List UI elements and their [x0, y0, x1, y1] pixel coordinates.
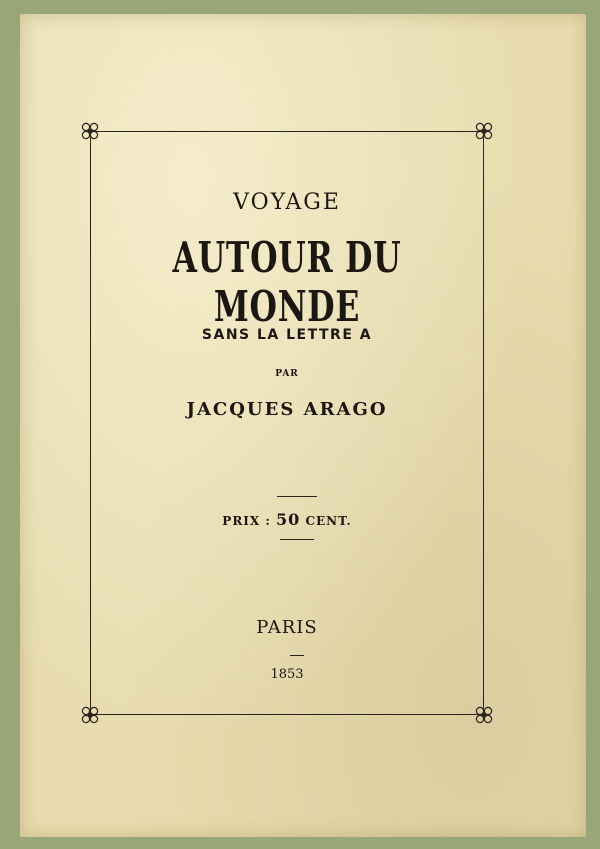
title-line-2: AUTOUR DU MONDE — [172, 233, 402, 331]
ornament-corner-icon — [473, 120, 495, 142]
ornament-corner-icon — [79, 704, 101, 726]
price-prefix: PRIX : — [222, 514, 277, 528]
price-unit: CENT. — [300, 514, 352, 528]
author-name: JACQUES ARAGO — [186, 399, 388, 420]
price-value: 50 — [276, 510, 301, 529]
title-line-1: VOYAGE — [233, 190, 341, 215]
publication-city: PARIS — [256, 617, 318, 638]
price — [90, 510, 484, 529]
ornament-corner-icon — [79, 120, 101, 142]
divider-rule — [280, 539, 314, 540]
title-frame — [90, 131, 484, 715]
divider-rule — [277, 496, 317, 497]
publication-year: 1853 — [270, 667, 304, 682]
book-cover — [20, 14, 586, 837]
by-line: PAR — [275, 369, 299, 379]
ornament-corner-icon — [473, 704, 495, 726]
divider-rule — [290, 655, 304, 656]
subtitle: SANS LA LETTRE A — [201, 327, 373, 343]
